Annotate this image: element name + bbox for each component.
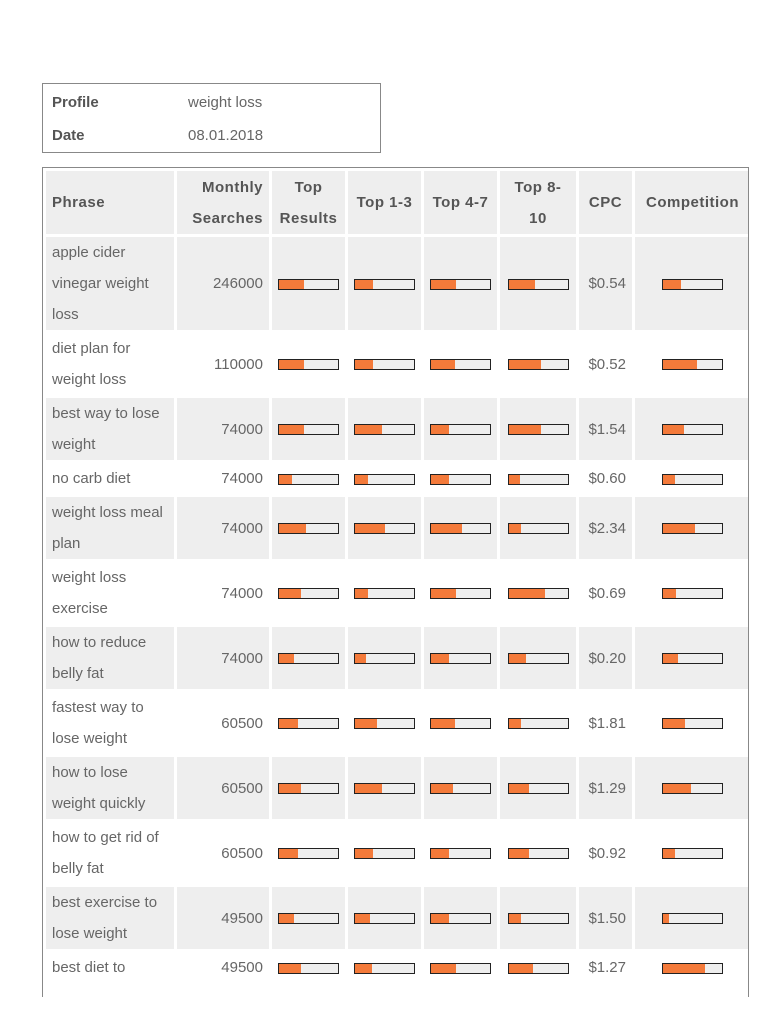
cpc-cell: $0.20: [579, 627, 632, 689]
top-1-3-bar: [354, 783, 415, 794]
monthly-searches-cell: 74000: [177, 627, 269, 689]
monthly-searches-cell: 60500: [177, 757, 269, 819]
cpc-cell: $1.50: [579, 887, 632, 949]
bar-fill: [431, 964, 456, 973]
bar-fill: [279, 524, 306, 533]
top-4-7-bar: [430, 424, 491, 435]
cpc-cell: $0.54: [579, 237, 632, 330]
bar-fill: [431, 654, 449, 663]
top-4-7-bar: [430, 653, 491, 664]
bar-fill: [663, 475, 675, 484]
bar-fill: [279, 360, 304, 369]
competition-cell: [635, 398, 749, 460]
top-results-bar: [278, 963, 339, 974]
bar-fill: [279, 849, 298, 858]
header-top-1-3: Top 1-3: [348, 171, 421, 234]
top-1-3-bar: [354, 474, 415, 485]
profile-value: weight loss: [188, 94, 263, 111]
bar-fill: [509, 524, 522, 533]
top-8-10-bar: [508, 653, 569, 664]
top-1-3-bar: [354, 848, 415, 859]
top-8-10-bar-cell: [500, 497, 576, 559]
table-row: [46, 822, 749, 884]
top-1-3-bar: [354, 424, 415, 435]
top-1-3-bar: [354, 523, 415, 534]
top-8-10-bar-cell: [500, 887, 576, 949]
monthly-searches-cell: 49500: [221, 959, 263, 976]
bar-fill: [355, 914, 370, 923]
cpc-cell: $1.29: [579, 757, 632, 819]
top-results-bar-cell: [272, 398, 345, 460]
competition-bar: [662, 424, 723, 435]
top-1-3-bar-cell: [348, 562, 421, 624]
top-results-bar: [278, 424, 339, 435]
bar-fill: [663, 425, 684, 434]
bar-fill: [663, 654, 678, 663]
top-4-7-bar-cell: [424, 562, 497, 624]
top-4-7-bar-cell: [424, 463, 497, 494]
bar-fill: [279, 964, 301, 973]
bar-fill: [663, 589, 676, 598]
competition-cell: [635, 692, 749, 754]
competition-bar: [662, 783, 723, 794]
top-results-bar-cell: [272, 463, 345, 494]
table-row: [46, 237, 749, 330]
monthly-searches-cell: 60500: [221, 714, 263, 732]
date-label: Date: [52, 127, 85, 144]
bar-fill: [431, 589, 456, 598]
phrase-cell: weight loss exercise: [52, 569, 127, 617]
table-row: [46, 562, 749, 624]
top-8-10-bar-cell: [500, 333, 576, 395]
table-row: [46, 398, 749, 460]
bar-fill: [509, 425, 541, 434]
header-top-4-7: Top 4-7: [424, 171, 497, 234]
bar-fill: [355, 719, 377, 728]
bar-fill: [355, 425, 382, 434]
cpc-cell: $0.60: [588, 470, 626, 487]
competition-bar: [662, 913, 723, 924]
competition-bar: [662, 359, 723, 370]
competition-bar: [662, 523, 723, 534]
bar-fill: [663, 360, 697, 369]
top-results-bar: [278, 474, 339, 485]
top-1-3-bar-cell: [348, 627, 421, 689]
cpc-cell: $1.27: [588, 959, 626, 976]
bar-fill: [355, 589, 368, 598]
header-top-results: Top Results: [272, 171, 345, 234]
competition-cell: [635, 497, 749, 559]
monthly-searches-cell: 74000: [221, 584, 263, 602]
cpc-cell: $0.69: [588, 584, 626, 602]
date-value: 08.01.2018: [188, 127, 264, 144]
competition-bar: [662, 848, 723, 859]
top-1-3-bar: [354, 279, 415, 290]
top-1-3-bar: [354, 718, 415, 729]
top-1-3-bar-cell: [348, 822, 421, 884]
competition-cell: [635, 333, 749, 395]
top-results-bar-cell: [272, 757, 345, 819]
bar-fill: [663, 964, 705, 973]
top-8-10-bar: [508, 848, 569, 859]
top-results-bar: [278, 913, 339, 924]
bar-fill: [509, 475, 521, 484]
competition-bar: [662, 279, 723, 290]
bar-fill: [663, 280, 681, 289]
top-8-10-bar-cell: [500, 822, 576, 884]
top-4-7-bar-cell: [424, 887, 497, 949]
table-row: [46, 333, 749, 395]
bar-fill: [663, 849, 675, 858]
header-phrase: Phrase: [46, 171, 174, 234]
phrase-cell: fastest way to lose weight: [52, 699, 144, 747]
bar-fill: [509, 964, 534, 973]
bar-fill: [355, 280, 373, 289]
competition-bar: [662, 963, 723, 974]
top-8-10-bar-cell: [500, 237, 576, 330]
bar-fill: [509, 654, 527, 663]
keyword-table: [43, 168, 749, 986]
competition-bar: [662, 588, 723, 599]
bar-fill: [431, 719, 455, 728]
bar-fill: [355, 360, 373, 369]
top-1-3-bar-cell: [348, 887, 421, 949]
phrase-cell: best exercise to lose weight: [46, 887, 174, 949]
top-8-10-bar-cell: [500, 562, 576, 624]
cpc-cell: $1.81: [588, 714, 626, 732]
monthly-searches-cell: 74000: [221, 470, 263, 487]
top-4-7-bar: [430, 588, 491, 599]
top-results-bar: [278, 653, 339, 664]
bar-fill: [279, 784, 301, 793]
top-1-3-bar-cell: [348, 333, 421, 395]
header-cpc: CPC: [579, 171, 632, 234]
competition-bar: [662, 653, 723, 664]
top-8-10-bar: [508, 783, 569, 794]
top-1-3-bar: [354, 963, 415, 974]
top-4-7-bar-cell: [424, 627, 497, 689]
phrase-cell: how to get rid of belly fat: [52, 829, 159, 877]
monthly-searches-cell: 110000: [214, 355, 263, 373]
bar-fill: [355, 475, 368, 484]
competition-bar: [662, 718, 723, 729]
competition-cell: [635, 887, 749, 949]
top-8-10-bar: [508, 523, 569, 534]
table-row: [46, 692, 749, 754]
top-results-bar: [278, 279, 339, 290]
phrase-cell: no carb diet: [52, 470, 131, 487]
keyword-table-container: [42, 167, 749, 997]
bar-fill: [355, 654, 366, 663]
top-8-10-bar: [508, 588, 569, 599]
bar-fill: [663, 719, 685, 728]
bar-fill: [431, 849, 449, 858]
top-8-10-bar: [508, 359, 569, 370]
table-row: [46, 463, 749, 494]
top-results-bar-cell: [272, 237, 345, 330]
bar-fill: [509, 784, 530, 793]
bar-fill: [279, 914, 294, 923]
top-8-10-bar-cell: [500, 463, 576, 494]
competition-cell: [635, 627, 749, 689]
phrase-cell: how to reduce belly fat: [46, 627, 174, 689]
top-results-bar-cell: [272, 952, 345, 983]
bar-fill: [279, 280, 304, 289]
bar-fill: [279, 589, 301, 598]
top-8-10-bar: [508, 424, 569, 435]
top-1-3-bar-cell: [348, 692, 421, 754]
phrase-cell: apple cider vinegar weight loss: [46, 237, 174, 330]
phrase-cell: weight loss meal plan: [46, 497, 174, 559]
top-results-bar: [278, 523, 339, 534]
top-1-3-bar: [354, 588, 415, 599]
bar-fill: [279, 475, 292, 484]
top-results-bar: [278, 359, 339, 370]
top-4-7-bar: [430, 359, 491, 370]
top-4-7-bar-cell: [424, 692, 497, 754]
top-results-bar-cell: [272, 627, 345, 689]
top-1-3-bar: [354, 913, 415, 924]
competition-cell: [635, 237, 749, 330]
monthly-searches-cell: 74000: [177, 497, 269, 559]
monthly-searches-cell: 246000: [177, 237, 269, 330]
top-4-7-bar-cell: [424, 757, 497, 819]
top-8-10-bar-cell: [500, 952, 576, 983]
bar-fill: [355, 964, 372, 973]
top-1-3-bar-cell: [348, 952, 421, 983]
bar-fill: [279, 719, 298, 728]
competition-cell: [635, 952, 749, 983]
header-monthly-searches: Monthly Searches: [177, 171, 269, 234]
top-1-3-bar-cell: [348, 497, 421, 559]
top-4-7-bar-cell: [424, 822, 497, 884]
top-4-7-bar: [430, 474, 491, 485]
competition-cell: [635, 463, 749, 494]
phrase-cell: best diet to: [52, 959, 126, 976]
top-results-bar-cell: [272, 497, 345, 559]
top-8-10-bar: [508, 474, 569, 485]
bar-fill: [431, 524, 462, 533]
bar-fill: [509, 280, 536, 289]
bar-fill: [355, 784, 382, 793]
bar-fill: [663, 784, 691, 793]
top-1-3-bar: [354, 653, 415, 664]
table-row: [46, 887, 749, 949]
top-8-10-bar-cell: [500, 692, 576, 754]
top-4-7-bar-cell: [424, 497, 497, 559]
top-4-7-bar: [430, 718, 491, 729]
table-row: [46, 757, 749, 819]
top-results-bar: [278, 783, 339, 794]
cpc-cell: $0.52: [588, 355, 626, 373]
table-row: [46, 497, 749, 559]
bar-fill: [431, 425, 449, 434]
top-8-10-bar: [508, 279, 569, 290]
top-1-3-bar-cell: [348, 237, 421, 330]
top-4-7-bar-cell: [424, 952, 497, 983]
top-4-7-bar: [430, 783, 491, 794]
bar-fill: [509, 360, 541, 369]
top-8-10-bar-cell: [500, 757, 576, 819]
bar-fill: [355, 524, 385, 533]
table-row: [46, 952, 749, 983]
top-8-10-bar-cell: [500, 627, 576, 689]
top-1-3-bar-cell: [348, 398, 421, 460]
top-4-7-bar: [430, 523, 491, 534]
table-header-row: [46, 171, 749, 234]
top-1-3-bar-cell: [348, 463, 421, 494]
top-results-bar: [278, 588, 339, 599]
phrase-cell: diet plan for weight loss: [52, 340, 131, 388]
top-results-bar: [278, 718, 339, 729]
monthly-searches-cell: 74000: [177, 398, 269, 460]
top-results-bar-cell: [272, 822, 345, 884]
top-4-7-bar-cell: [424, 237, 497, 330]
top-4-7-bar: [430, 279, 491, 290]
cpc-cell: $0.92: [588, 844, 626, 862]
bar-fill: [431, 280, 456, 289]
top-4-7-bar: [430, 963, 491, 974]
top-results-bar-cell: [272, 333, 345, 395]
bar-fill: [663, 914, 669, 923]
bar-fill: [431, 475, 449, 484]
competition-bar: [662, 474, 723, 485]
top-4-7-bar-cell: [424, 398, 497, 460]
top-results-bar-cell: [272, 887, 345, 949]
top-results-bar-cell: [272, 562, 345, 624]
bar-fill: [355, 849, 373, 858]
bar-fill: [509, 589, 546, 598]
monthly-searches-cell: 60500: [221, 844, 263, 862]
top-4-7-bar: [430, 848, 491, 859]
top-8-10-bar: [508, 718, 569, 729]
top-1-3-bar-cell: [348, 757, 421, 819]
monthly-searches-cell: 49500: [177, 887, 269, 949]
top-4-7-bar-cell: [424, 333, 497, 395]
header-top-8-10: Top 8-10: [500, 171, 576, 234]
profile-info-box: [42, 83, 381, 153]
bar-fill: [431, 784, 453, 793]
competition-cell: [635, 757, 749, 819]
competition-cell: [635, 822, 749, 884]
cpc-cell: $1.54: [579, 398, 632, 460]
profile-label: Profile: [52, 94, 99, 111]
bar-fill: [431, 914, 449, 923]
bar-fill: [279, 654, 294, 663]
competition-cell: [635, 562, 749, 624]
top-8-10-bar: [508, 913, 569, 924]
bar-fill: [509, 849, 530, 858]
bar-fill: [509, 719, 522, 728]
bar-fill: [279, 425, 304, 434]
top-8-10-bar-cell: [500, 398, 576, 460]
top-results-bar-cell: [272, 692, 345, 754]
top-8-10-bar: [508, 963, 569, 974]
top-4-7-bar: [430, 913, 491, 924]
bar-fill: [431, 360, 455, 369]
header-competition: Competition: [635, 171, 749, 234]
top-1-3-bar: [354, 359, 415, 370]
bar-fill: [663, 524, 695, 533]
phrase-cell: best way to lose weight: [46, 398, 174, 460]
top-results-bar: [278, 848, 339, 859]
table-body: [46, 237, 749, 983]
phrase-cell: how to lose weight quickly: [46, 757, 174, 819]
cpc-cell: $2.34: [579, 497, 632, 559]
table-row: [46, 627, 749, 689]
bar-fill: [509, 914, 522, 923]
